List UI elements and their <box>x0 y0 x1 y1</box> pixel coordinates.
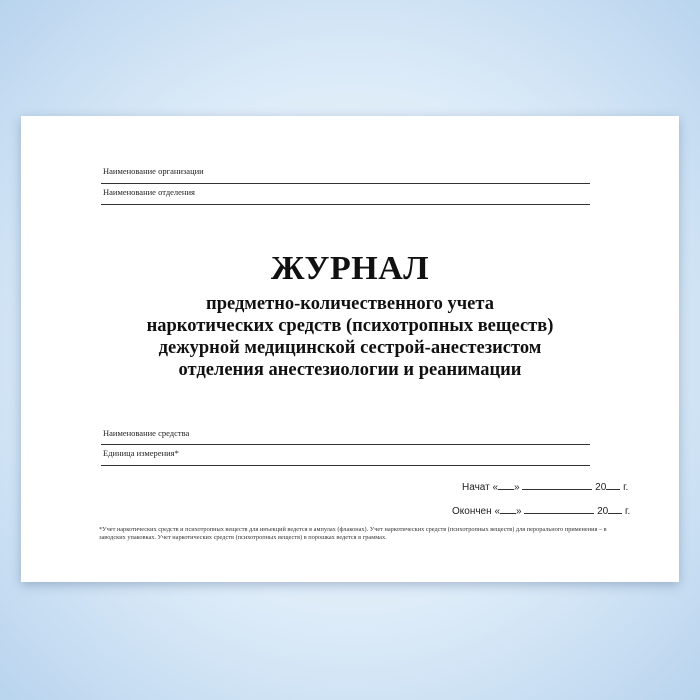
substance-line <box>101 444 590 445</box>
department-label: Наименование отделения <box>103 187 195 197</box>
subtitle-line: отделения анестезиологии и реанимации <box>178 360 522 380</box>
unit-label: Единица измерения* <box>103 448 179 458</box>
year-blank <box>606 479 620 490</box>
organization-label: Наименование организации <box>103 166 204 176</box>
ended-date-row <box>452 503 630 517</box>
year-suffix: г. <box>625 506 631 517</box>
subtitle-line: предметно-количественного учета <box>206 294 494 314</box>
year-suffix: г. <box>623 482 629 493</box>
subtitle-line: дежурной медицинской сестрой-анестезистом <box>158 338 542 358</box>
day-blank <box>498 479 514 490</box>
started-date-row <box>462 479 628 493</box>
month-blank <box>524 503 594 514</box>
subtitle-line: наркотических средств (психотропных веществ) <box>146 316 554 336</box>
started-label: Начат <box>462 482 490 493</box>
substance-label: Наименование средства <box>103 428 190 438</box>
open-quote: « <box>492 482 499 493</box>
journal-title: ЖУРНАЛ <box>270 250 430 287</box>
year-prefix: 20 <box>595 482 607 493</box>
journal-subtitle <box>51 293 649 381</box>
day-blank <box>500 503 516 514</box>
close-quote: » <box>514 482 520 493</box>
organization-line <box>101 183 590 184</box>
ended-label: Окончен <box>452 506 492 517</box>
close-quote: » <box>516 506 522 517</box>
open-quote: « <box>494 506 500 517</box>
footnote: *Учет наркотических средств и психотропных веществ для инъекций ведется в ампулах (флаконах). Учет наркотических средств (психотропных веществ) для перорального применения – в заводских упаковках. Учет наркотических средств (психотропных веществ) в порошках ведется в граммах. <box>99 526 607 541</box>
department-line <box>101 204 590 205</box>
month-blank <box>522 479 592 490</box>
year-blank <box>608 503 622 514</box>
journal-cover-sheet <box>21 116 679 582</box>
unit-line <box>101 465 590 466</box>
year-prefix: 20 <box>597 506 609 517</box>
